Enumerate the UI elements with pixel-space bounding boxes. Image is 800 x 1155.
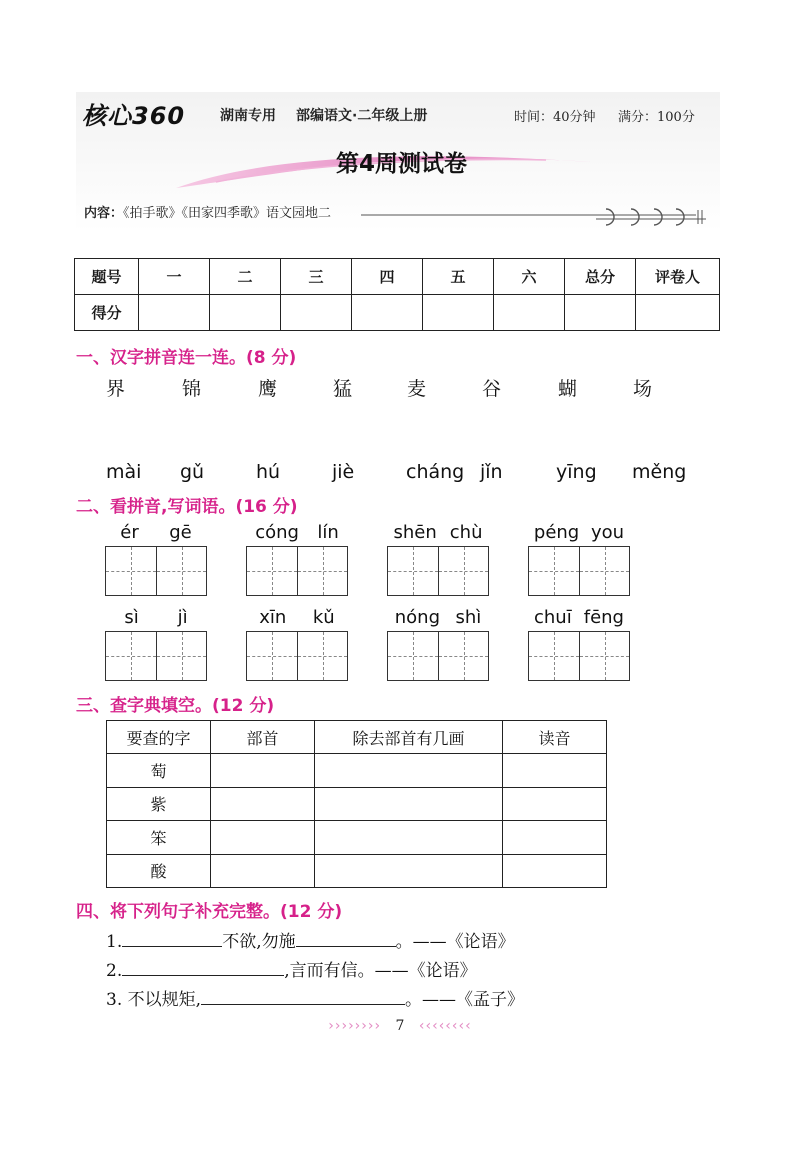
writing-grid[interactable] (528, 631, 630, 681)
answer-cell[interactable] (503, 854, 607, 887)
grid-cell[interactable] (579, 632, 629, 680)
score-header-cell: 二 (210, 259, 281, 295)
match-pinyin[interactable]: měng (632, 461, 687, 483)
writing-grid[interactable] (105, 631, 207, 681)
sentence-text: 不欲,勿施 (222, 932, 296, 952)
answer-cell[interactable] (211, 754, 315, 787)
pinyin-syllable: kǔ (312, 607, 335, 628)
brand-logo: 核心360 (82, 102, 186, 130)
sentence-1 (106, 927, 515, 952)
score-header-cell: 五 (423, 259, 494, 295)
lookup-character: 笨 (107, 821, 211, 854)
lookup-character: 酸 (107, 854, 211, 887)
match-character[interactable]: 谷 (482, 378, 502, 400)
answer-cell[interactable] (503, 754, 607, 787)
score-row-label: 得分 (75, 295, 139, 331)
grid-cell[interactable] (529, 632, 579, 680)
pinyin-syllable: xīn (259, 607, 287, 628)
table-row (107, 821, 607, 854)
pinyin-word-group (387, 522, 489, 596)
lookup-character: 萄 (107, 754, 211, 787)
sentence-number: 2. (106, 961, 123, 981)
pinyin-word-group (105, 522, 207, 596)
word-pinyin (105, 522, 207, 546)
section1-title: 一、汉字拼音连一连。(8 分) (76, 348, 297, 368)
pinyin-word-group (528, 607, 630, 681)
grid-cell[interactable] (156, 632, 206, 680)
test-title: 第4周测试卷 (336, 151, 468, 177)
content-label: 内容： (84, 206, 124, 221)
pinyin-word-group (246, 522, 348, 596)
match-pinyin[interactable]: cháng (406, 461, 465, 483)
sentence-number: 1. (106, 932, 123, 952)
pinyin-syllable: cóng (255, 522, 299, 543)
pinyin-syllable: gē (169, 522, 192, 543)
sentence-text: 。——《孟子》 (405, 990, 525, 1010)
pinyin-syllable: shì (455, 607, 482, 628)
word-pinyin (246, 522, 348, 546)
grid-cell[interactable] (388, 632, 438, 680)
grid-cell[interactable] (297, 547, 347, 595)
writing-grid[interactable] (387, 546, 489, 596)
section4-title: 四、将下列句子补充完整。(12 分) (76, 902, 343, 922)
content-text: 《拍手歌》《田家四季歌》语文园地二 (123, 206, 332, 221)
sentence-text: 3. 不以规矩, (106, 990, 202, 1010)
score-cell[interactable] (210, 295, 281, 331)
pinyin-syllable: chù (449, 522, 483, 543)
writing-grid[interactable] (528, 546, 630, 596)
score-header-cell: 六 (494, 259, 565, 295)
section2-title: 二、看拼音,写词语。(16 分) (76, 497, 298, 517)
match-pinyin[interactable]: jiè (332, 461, 355, 483)
score-cell[interactable] (565, 295, 636, 331)
writing-grid[interactable] (246, 631, 348, 681)
full-score: 满分：100分 (618, 110, 695, 125)
match-pinyin[interactable]: hú (256, 461, 281, 483)
time-limit: 时间：40分钟 (514, 110, 596, 125)
score-table-header-row (75, 259, 720, 295)
word-pinyin (105, 607, 207, 631)
section3-title: 三、查字典填空。(12 分) (76, 696, 275, 716)
score-cell[interactable] (494, 295, 565, 331)
pinyin-word-group (387, 607, 489, 681)
match-character[interactable]: 猛 (333, 378, 353, 400)
answer-cell[interactable] (211, 787, 315, 820)
match-character[interactable]: 麦 (407, 378, 427, 400)
grid-cell[interactable] (297, 632, 347, 680)
grid-cell[interactable] (388, 547, 438, 595)
dict-header-row (107, 721, 607, 754)
score-cell[interactable] (139, 295, 210, 331)
pinyin-word-group (528, 522, 630, 596)
lookup-character: 紫 (107, 787, 211, 820)
fill-blank[interactable] (122, 930, 222, 947)
score-cell[interactable] (281, 295, 352, 331)
dict-header-cell: 除去部首有几画 (315, 721, 503, 754)
word-pinyin (246, 607, 348, 631)
pinyin-syllable: péng (533, 522, 580, 543)
pinyin-syllable: chuī (534, 607, 572, 628)
answer-cell[interactable] (315, 754, 503, 787)
match-pinyin[interactable]: gǔ (180, 461, 205, 483)
fill-blank[interactable] (122, 959, 284, 976)
grid-cell[interactable] (106, 632, 156, 680)
match-character[interactable]: 蝴 (558, 378, 578, 400)
dictionary-table (106, 720, 607, 888)
pinyin-word-group (246, 607, 348, 681)
match-character[interactable]: 界 (106, 378, 126, 400)
table-row (107, 854, 607, 887)
fill-blank[interactable] (201, 988, 405, 1005)
table-row (107, 754, 607, 787)
pinyin-syllable: jì (177, 607, 188, 628)
pinyin-syllable: nóng (394, 607, 440, 628)
pinyin-syllable: lín (317, 522, 339, 543)
sentence-2 (106, 956, 477, 981)
pinyin-syllable: ér (120, 522, 139, 543)
chevron-right-decoration: ›››››››› (328, 1018, 382, 1034)
grid-cell[interactable] (438, 632, 488, 680)
chevron-left-decoration: ‹‹‹‹‹‹‹‹ (418, 1018, 472, 1034)
writing-grid[interactable] (105, 546, 207, 596)
answer-cell[interactable] (315, 821, 503, 854)
table-row (107, 787, 607, 820)
match-character[interactable]: 锦 (182, 378, 202, 400)
grid-cell[interactable] (529, 547, 579, 595)
answer-cell[interactable] (503, 821, 607, 854)
score-table (74, 258, 720, 331)
answer-cell[interactable] (503, 787, 607, 820)
content-line (84, 202, 331, 221)
page-header (76, 92, 720, 232)
score-cell[interactable] (636, 295, 720, 331)
word-pinyin (528, 607, 630, 631)
answer-cell[interactable] (211, 821, 315, 854)
page-footer (0, 1018, 800, 1034)
pinyin-syllable: shēn (393, 522, 437, 543)
pinyin-syllable: sì (124, 607, 139, 628)
pinyin-syllable: you (591, 522, 625, 543)
grid-cell[interactable] (247, 547, 297, 595)
grid-cell[interactable] (156, 547, 206, 595)
score-header-cell: 一 (139, 259, 210, 295)
score-cell[interactable] (352, 295, 423, 331)
grid-cell[interactable] (106, 547, 156, 595)
grid-cell[interactable] (579, 547, 629, 595)
fill-blank[interactable] (296, 930, 396, 947)
score-header-cell: 四 (352, 259, 423, 295)
sentence-3 (106, 985, 524, 1010)
grid-cell[interactable] (438, 547, 488, 595)
pinyin-syllable: fēng (583, 607, 624, 628)
page-number: 7 (395, 1018, 405, 1034)
sentence-text: 。——《论语》 (395, 932, 515, 952)
grid-cell[interactable] (247, 632, 297, 680)
answer-cell[interactable] (315, 787, 503, 820)
writing-grid[interactable] (387, 631, 489, 681)
word-pinyin (528, 522, 630, 546)
score-header-cell: 评卷人 (636, 259, 720, 295)
word-pinyin (387, 522, 489, 546)
score-header-cell: 题号 (75, 259, 139, 295)
edition-label: 湖南专用 (220, 108, 276, 124)
answer-cell[interactable] (211, 854, 315, 887)
dict-header-cell: 要查的字 (107, 721, 211, 754)
match-pinyin[interactable]: jǐn (480, 461, 503, 483)
dict-header-cell: 读音 (503, 721, 607, 754)
word-pinyin (387, 607, 489, 631)
match-pinyin[interactable]: yīng (556, 461, 597, 483)
score-header-cell: 总分 (565, 259, 636, 295)
match-character[interactable]: 鹰 (258, 378, 278, 400)
match-pinyin[interactable]: mài (106, 461, 142, 483)
sentence-text: ,言而有信。——《论语》 (284, 961, 477, 981)
answer-cell[interactable] (315, 854, 503, 887)
score-header-cell: 三 (281, 259, 352, 295)
dict-header-cell: 部首 (211, 721, 315, 754)
subject-label: 部编语文·二年级上册 (296, 108, 428, 124)
pinyin-word-group (105, 607, 207, 681)
score-table-score-row (75, 295, 720, 331)
writing-grid[interactable] (246, 546, 348, 596)
match-character[interactable]: 场 (633, 378, 653, 400)
score-cell[interactable] (423, 295, 494, 331)
